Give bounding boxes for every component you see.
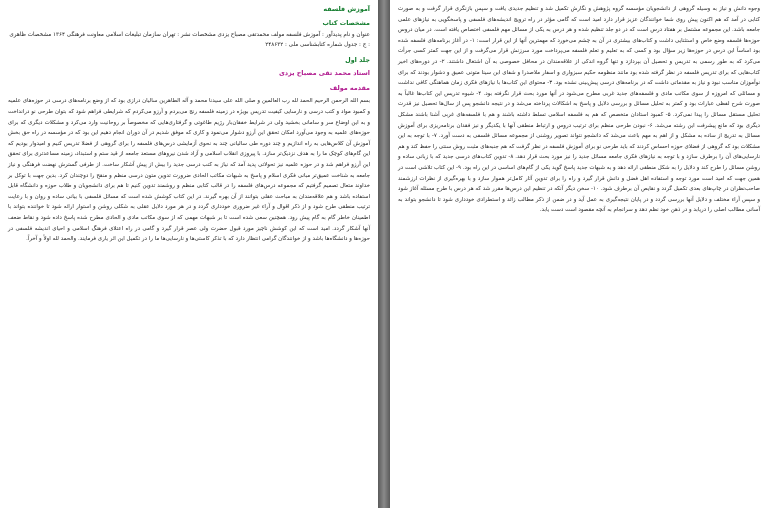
left-page (0, 0, 378, 508)
book-title: آموزش فلسفه (323, 5, 370, 13)
specs-text: عنوان و نام پدیدآور : آموزش فلسفه مولف محمدتقی مصباح یزدی مشخصات نشر : تهران سازمان تبلیغات اسلامی معاونت فرهنگی ۱۳۶۴ مشخصات ظاهری : ج : جدول شماره کتابشناسی ملی : ۲۴۸۶۳۲ (9, 31, 370, 49)
preface-body-text: بسم الله الرحمن الرحیم الحمد لله رب العالمین و صلی الله علی سیدنا محمد و آله الطاهرین سالیان درازی بود که از وضع برنامه‌های درسی در حوزه‌های علمیه و کمبود مواد و کتب درسی و نارسایی کیفیت تدریس بویژه در زمینه فلسفه رنج می‌بردم و آرزو می‌کردم که شرایطی فراهم شود که بتوان طرحی نو درانداخت و به این اوضاع سر و سامانی بخشید ولی در شرایط خفقان‌بار رژیم طاغوتی و گرفتاری‌هایی که مخصوصاً بر روحانیت وارد می‌کرد و مشکلات دیگری که برای حوزه‌های علمیه به وجود می‌آورد امکان تحقق این آرزو دشوار می‌نمود و کاری که موفق شدیم در آن دوران انجام دهیم این بود که در مؤسسه در راه حق بخش آموزش آن کلاس‌هایی به راه اندازیم و چند دوره طی سالیانی چند به نحوی آزمایشی درس‌های فلسفه را برای گروهی از فضلا تدریس کنیم و امیدوار بودیم که این گام‌های کوچک ما را به هدف نزدیک‌تر سازد. با پیروزی انقلاب اسلامی و آزاد شدن نیروهای مستعد جامعه از قید ستم و استبداد، زمینه مساعدتری برای تحقق این آرزو فراهم شد و در حوزه علمیه نیز تحولاتی پدید آمد که نیاز به کتب درسی جدید را بیش از پیش آشکار ساخت. از طرفی گسترش نهضت فرهنگی و نیاز جامعه به شناخت عمیق‌تر مبانی فکری اسلام و پاسخ به شبهات مکاتب الحادی ضرورت تدوین متون درسی منظم و منقح را دوچندان کرد. بدین جهت با توکل بر خداوند متعال تصمیم گرفتیم که مجموعه درس‌های فلسفه را در قالب کتابی منظم و روشمند تدوین کنیم تا هم برای دانشجویان و طلاب حوزه و دانشگاه قابل استفاده باشد و هم علاقه‌مندان به مباحث عقلی بتوانند از آن بهره گیرند. در این کتاب کوشش شده است که مسائل فلسفی با بیانی ساده و روان و با رعایت ترتیب منطقی طرح شود و از ذکر اقوال و آراء غیر ضروری خودداری گردد و در هر مورد دلایل عقلی به شکلی روشن و استوار ارائه شود تا خواننده بتواند با اطمینان خاطر گام به گام پیش رود. همچنین سعی شده است تا بر شبهات مهمی که از سوی مکاتب مادی و الحادی مطرح شده پاسخ داده شود و نقاط ضعف آنها آشکار گردد. امید است که این کوشش ناچیز مورد قبول حضرت ولی عصر قرار گیرد و گامی در راه اعتلای فرهنگ اسلامی و احیای اندیشه فلسفی در حوزه‌ها و دانشگاه‌ها باشد و از خوانندگان گرامی انتظار دارد که با تذکر کاستی‌ها و نارسایی‌ها ما را در تکمیل این اثر یاری فرمایند. والحمد لله اولاً و آخراً. (8, 98, 370, 243)
right-page (390, 0, 768, 508)
page-gutter (378, 0, 390, 508)
author-heading: استاد محمد تقی مصباح یزدی (278, 68, 370, 77)
right-body-text: وجوه دانش و نیاز به وسیله گروهی از دانشجویان مؤسسه گروه پژوهش و نگارش تکمیل شد و تنظیم جدیدی یافت و سپس بازنگری قرار گرفت و به صورت کتابی در آمد که هم اکنون پیش روی شما خوانندگان عزیز قرار دارد امید است که گامی مؤثر در راه ترویج اندیشه‌های فلسفی و پاسخگویی به نیازهای علمی جامعه باشد. این مجموعه مشتمل بر هفتاد درس است که در دو جلد تنظیم شده و هر درس به یکی از مسائل مهم فلسفی اختصاص یافته است. در میان دروس حوزه‌ها فلسفه وضع خاص و استثنایی داشت و کتاب‌های بیشتری در آن به چشم می‌خورد که مهمترین آنها از این قرار است: ۱- در آغاز برنامه‌های فلسفه شده بود اساساً این درس در حوزه‌ها زیر سؤال بود و کسی که به تعلیم و تعلم فلسفه می‌پرداخت مورد سرزنش قرار می‌گرفت و از این جهت کمتر کسی جرأت می‌کرد که به طور رسمی به تدریس و تحصیل آن بپردازد و تنها گروه اندکی از علاقه‌مندان در محافل خصوصی به آن اشتغال داشتند. ۲- در دوره‌های اخیر کتاب‌هایی که برای تدریس فلسفه در نظر گرفته شده بود مانند منظومه حکیم سبزواری و اسفار ملاصدرا و شفای ابن سینا متونی عمیق و دشوار بودند که برای نوآموزان مناسب نبود و نیاز به مقدماتی داشت که در برنامه‌های درسی پیش‌بینی نشده بود. ۳- محتوای این کتاب‌ها با نیازهای فکری زمان هماهنگی کافی نداشت و مسائلی که امروزه از سوی مکاتب مادی و فلسفه‌های جدید غربی مطرح می‌شود در آنها مورد بحث قرار نگرفته بود. ۴- شیوه تدریس این کتاب‌ها غالباً به صورت شرح لفظی عبارات بود و کمتر به تحلیل مسائل و بررسی دلایل و پاسخ به اشکالات پرداخته می‌شد و در نتیجه دانشجو پس از سال‌ها تحصیل نیز قدرت تحلیل مستقل مسائل را پیدا نمی‌کرد. ۵- کمبود استادان متخصص که هم به فلسفه اسلامی تسلط داشته باشند و هم با فلسفه‌های غربی آشنا باشند مشکل دیگری بود که مانع پیشرفت این رشته می‌شد. ۶- نبودن طرحی منظم برای ترتیب دروس و ارتباط منطقی آنها با یکدیگر و نیز فقدان برنامه‌ریزی برای آموزش مسائل به تدریج از ساده به مشکل و از اهم به مهم باعث می‌شد که دانشجو نتواند تصویر روشنی از مجموعه مسائل فلسفی به دست آورد. ۷- با توجه به این مشکلات بود که گروهی از فضلای حوزه احساس کردند که باید طرحی نو برای آموزش فلسفه در نظر گرفت که هم جنبه‌های مثبت روش سنتی را حفظ کند و هم نارسایی‌های آن را برطرف سازد و با توجه به نیازهای فکری جامعه مسائل جدید را نیز مورد بحث قرار دهد. ۸- تدوین کتاب‌های درسی جدید که با زبانی ساده و روشن مسائل را طرح کند و دلایل را به شکل منطقی ارائه دهد و به شبهات جدید پاسخ گوید یکی از گام‌های اساسی در این راه بود. ۹- این کتاب تلاشی است در همین جهت که امید است مورد توجه و استفاده اهل فضل و دانش قرار گیرد و راه را برای تدوین آثار کامل‌تر هموار سازد و با بهره‌گیری از نظرات ارزشمند صاحب‌نظران در چاپ‌های بعدی تکمیل گردد و نقایص آن برطرف شود. ۱۰- سخن دیگر آنکه در تنظیم این درس‌ها مقرر شد که هر درس با طرح مسئله آغاز شود و سپس آراء مختلف و دلایل آنها بررسی گردد و در پایان نتیجه‌گیری به عمل آید و در ضمن از ذکر مطالب زائد و استطرادی خودداری شود تا دانشجو بتواند به آسانی مطالب اصلی را دریابد و در ذهن خود نظم دهد و سرانجام به آنچه مقصود است دست یابد. (398, 6, 761, 214)
volume-heading: جلد اول (345, 56, 370, 65)
specs-heading: مشخصات کتاب (322, 19, 370, 28)
preface-heading: مقدمه مولف (329, 84, 370, 93)
